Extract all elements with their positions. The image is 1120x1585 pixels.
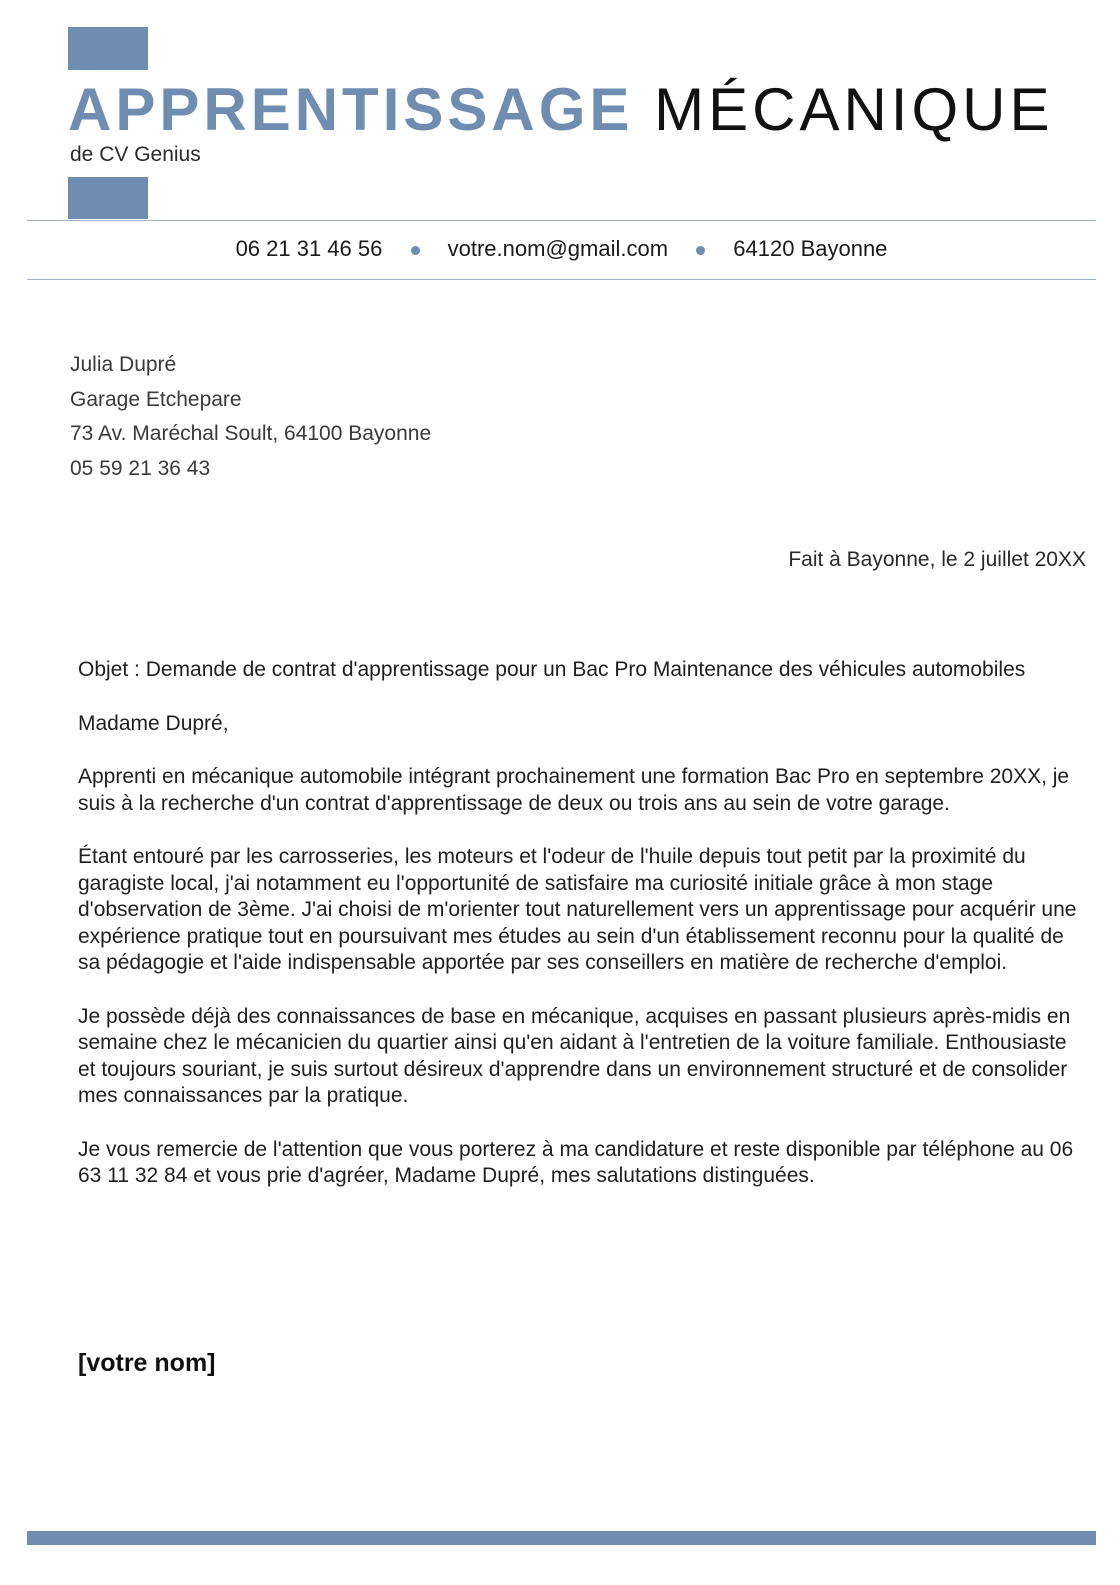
document-subtitle: de CV Genius bbox=[70, 143, 201, 166]
contact-divider-bottom bbox=[27, 279, 1096, 280]
letter-paragraph: Étant entouré par les carrosseries, les moteurs et l'odeur de l'huile depuis tout petit par la proximité du garagiste local, j'ai notamment eu l'opportunité de satisfaire ma curiosité initiale grâce à mon stage d'observation de 3ème. J'ai choisi de m'orienter tout naturellement vers un apprentissage pour acquérir une expérience pratique tout en poursuivant mes études au sein d'un établissement reconnu pour la qualité de sa pédagogie et l'aide indispensable apportée par ses conseillers en matière de recherche d'emploi. bbox=[78, 845, 1077, 974]
contact-location: 64120 Bayonne bbox=[733, 236, 888, 261]
recipient-company: Garage Etchepare bbox=[70, 387, 242, 411]
letter-body bbox=[78, 657, 1088, 1217]
title-accent-word: APPRENTISSAGE bbox=[68, 76, 634, 143]
recipient-phone: 05 59 21 36 43 bbox=[70, 456, 211, 480]
recipient-block bbox=[70, 348, 431, 486]
letter-paragraph: Je possède déjà des connaissances de base en mécanique, acquises en passant plusieurs après-midis en semaine chez le mécanicien du quartier ainsi qu'en aidant à l'entretien de la voiture familiale. Enthousiaste et toujours souriant, je suis surtout désireux d'apprendre dans un environnement structuré et de consolider mes connaissances par la pratique. bbox=[78, 1004, 1071, 1107]
letter-paragraph: Je vous remercie de l'attention que vous porterez à ma candidature et reste disponible par téléphone au 06 63 11 32 84 et vous prie d'agréer, Madame Dupré, mes salutations distinguées. bbox=[78, 1137, 1074, 1187]
header-accent-block-bottom bbox=[68, 177, 148, 219]
letter-signature: [votre nom] bbox=[78, 1349, 216, 1377]
contact-bar bbox=[27, 236, 1096, 262]
contact-divider-top bbox=[27, 220, 1096, 221]
title-main-word: MÉCANIQUE bbox=[654, 76, 1054, 143]
letter-salutation: Madame Dupré, bbox=[78, 711, 229, 735]
contact-phone: 06 21 31 46 56 bbox=[235, 236, 383, 261]
letter-subject: Objet : Demande de contrat d'apprentissage pour un Bac Pro Maintenance des véhicules automobiles bbox=[78, 658, 1026, 681]
footer-accent-bar bbox=[27, 1531, 1096, 1545]
letter-date: Fait à Bayonne, le 2 juillet 20XX bbox=[788, 548, 1086, 571]
bullet-dot-icon bbox=[411, 246, 420, 255]
contact-email: votre.nom@gmail.com bbox=[447, 236, 669, 261]
document-title bbox=[68, 76, 1053, 144]
bullet-dot-icon bbox=[696, 246, 705, 255]
header-accent-block-top bbox=[68, 27, 148, 70]
letter-paragraph: Apprenti en mécanique automobile intégrant prochainement une formation Bac Pro en septembre 20XX, je suis à la recherche d'un contrat d'apprentissage de deux ou trois ans au sein de votre garage. bbox=[78, 765, 1070, 815]
recipient-address: 73 Av. Maréchal Soult, 64100 Bayonne bbox=[70, 422, 432, 445]
recipient-name: Julia Dupré bbox=[70, 353, 177, 376]
